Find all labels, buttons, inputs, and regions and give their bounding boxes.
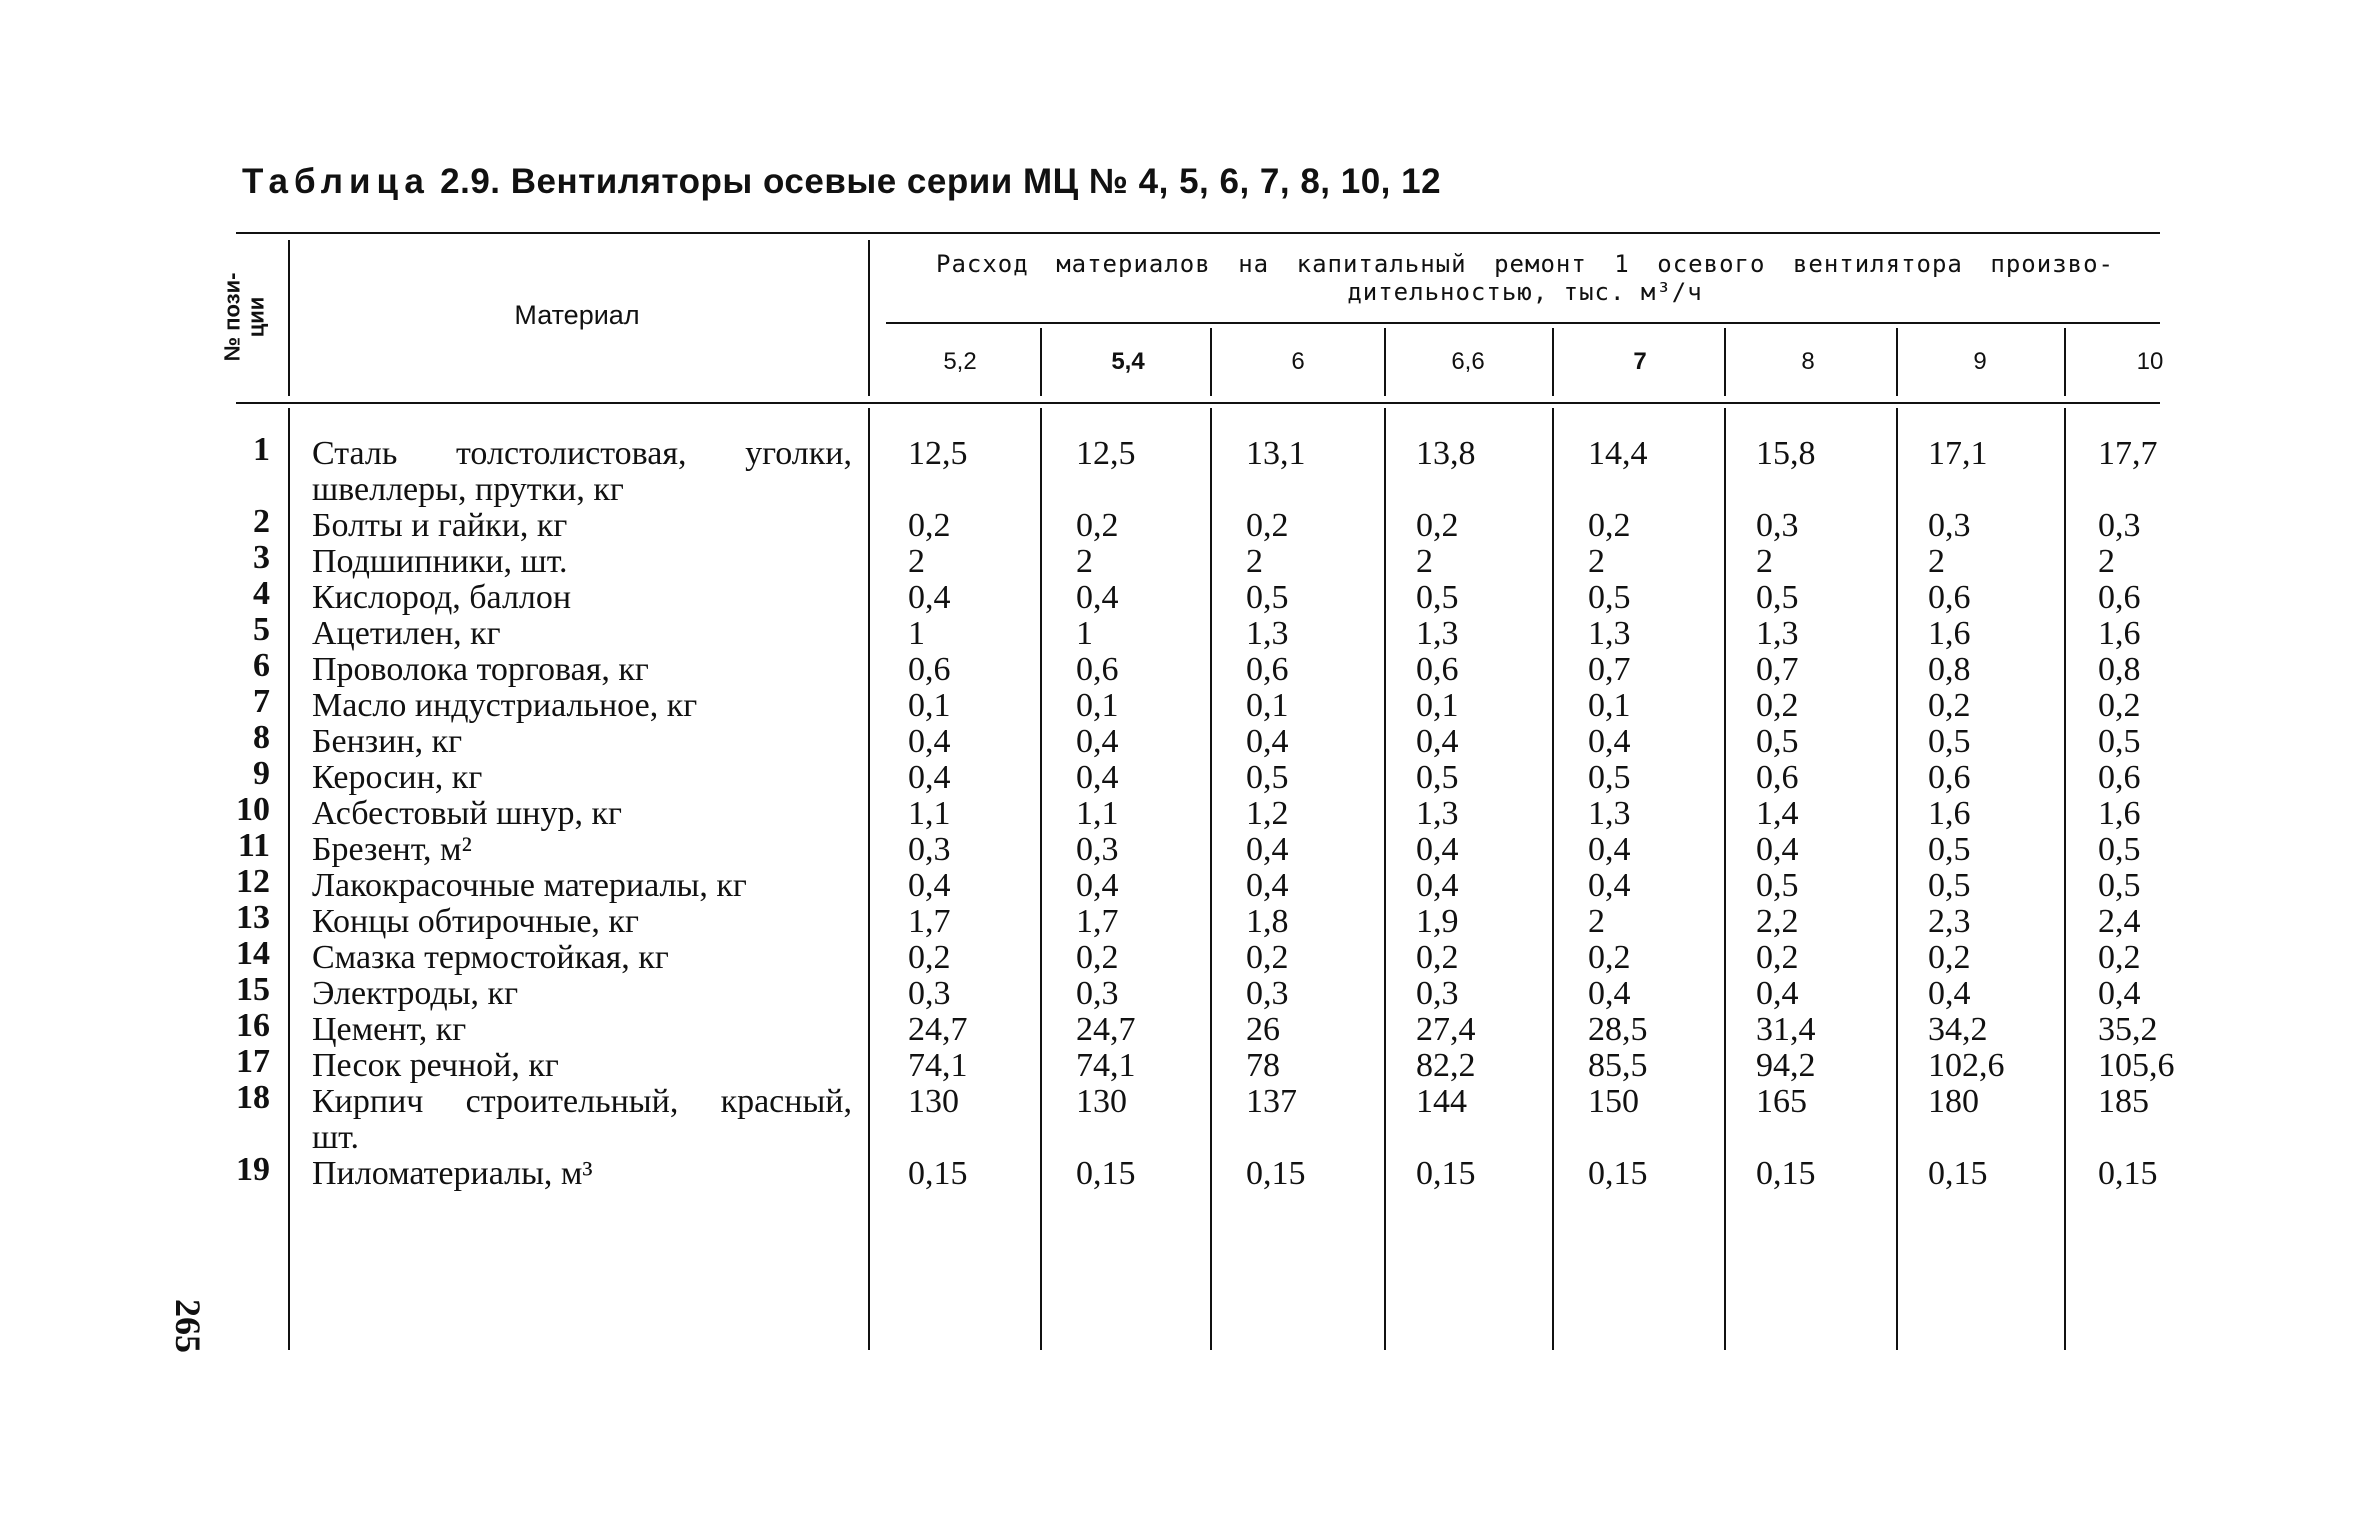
table-cell: 1,3 [1588,795,1631,832]
table-cell: 0,6 [1756,759,1799,796]
table-cell: 1,6 [1928,615,1971,652]
table-cell: 102,6 [1928,1047,2005,1084]
table-cell: 1,8 [1246,903,1289,940]
table-cell: 28,5 [1588,1011,1648,1048]
table-cell: 0,5 [2098,867,2141,904]
table-cell: 0,4 [1076,579,1119,616]
column-header-1: 5,2 [943,348,977,375]
material-line: Кислород, баллон [312,579,572,616]
column-header-7: 9 [1973,348,1987,375]
row-number: 10 [236,791,270,828]
table-cell: 0,15 [2098,1155,2158,1192]
table-cell: 0,3 [1076,975,1119,1012]
table-cell: 0,15 [1246,1155,1306,1192]
table-cell: 0,1 [1246,687,1289,724]
material-line: Цемент, кг [312,1011,467,1048]
row-number: 3 [253,539,270,576]
table-cell: 0,15 [908,1155,968,1192]
group-header-rule [886,322,2160,324]
table-cell: 0,3 [1246,975,1289,1012]
material-line: шт. [312,1119,359,1156]
table-title-label: Таблица [242,162,430,201]
table-cell: 0,8 [2098,651,2141,688]
table-cell: 1,7 [908,903,951,940]
table-cell: 0,2 [1928,687,1971,724]
table-cell: 0,5 [1756,579,1799,616]
table-cell: 2 [1246,543,1263,580]
table-cell: 0,6 [1246,651,1289,688]
material-line: Брезент, м² [312,831,472,868]
table-cell: 1,6 [1928,795,1971,832]
table-cell: 0,2 [1416,507,1459,544]
table-title [242,162,1441,202]
material-line: Подшипники, шт. [312,543,568,580]
col-rule-head-6 [1896,328,1898,396]
table-cell: 0,15 [1416,1155,1476,1192]
table-cell: 0,4 [908,579,951,616]
table-cell: 0,4 [1076,867,1119,904]
position-header-label: № пози- ции [219,272,269,362]
table-cell: 0,4 [1588,723,1631,760]
table-cell: 0,4 [2098,975,2141,1012]
col-rule-body-6 [1896,408,1898,1350]
row-number: 1 [253,431,270,468]
table-cell: 2,3 [1928,903,1971,940]
table-cell: 0,4 [908,759,951,796]
row-number: 16 [236,1007,270,1044]
table-cell: 1,6 [2098,615,2141,652]
row-material [312,904,852,940]
material-line: Пиломатериалы, м³ [312,1155,593,1192]
row-number: 14 [236,935,270,972]
table-cell: 74,1 [1076,1047,1136,1084]
table-cell: 24,7 [908,1011,968,1048]
table-cell: 1,1 [1076,795,1119,832]
col-rule-body-7 [2064,408,2066,1350]
table-cell: 0,1 [1076,687,1119,724]
table-cell: 0,6 [1416,651,1459,688]
table-cell: 0,4 [1928,975,1971,1012]
material-line: Ацетилен, кг [312,615,501,652]
row-material [312,976,852,1012]
table-cell: 0,2 [1588,939,1631,976]
table-cell: 0,2 [1076,939,1119,976]
row-material [312,436,852,508]
table-cell: 1,4 [1756,795,1799,832]
table-cell: 12,5 [908,435,968,472]
table-cell: 180 [1928,1083,1979,1120]
table-cell: 0,2 [2098,687,2141,724]
table-cell: 0,5 [1416,579,1459,616]
table-cell: 1 [1076,615,1093,652]
table-cell: 0,7 [1588,651,1631,688]
table-cell: 1,9 [1416,903,1459,940]
table-cell: 0,3 [1416,975,1459,1012]
material-header: Материал [514,300,640,330]
row-number: 5 [253,611,270,648]
table-cell: 27,4 [1416,1011,1476,1048]
table-cell: 0,15 [1588,1155,1648,1192]
row-number: 6 [253,647,270,684]
table-cell: 0,2 [1246,507,1289,544]
table-cell: 0,1 [1588,687,1631,724]
col-rule-head-5 [1724,328,1726,396]
col-rule-material [868,240,870,396]
table-cell: 1,6 [2098,795,2141,832]
table-cell: 2 [1416,543,1433,580]
material-line: Смазка термостойкая, кг [312,939,669,976]
material-line: Концы обтирочные, кг [312,903,639,940]
table-cell: 0,4 [1588,975,1631,1012]
row-material [312,832,852,868]
table-cell: 0,5 [1928,831,1971,868]
col-rule-material-body [868,408,870,1350]
table-cell: 165 [1756,1083,1807,1120]
table-cell: 0,2 [1246,939,1289,976]
table-cell: 17,1 [1928,435,1988,472]
table-cell: 1 [908,615,925,652]
table-cell: 0,4 [1076,759,1119,796]
table-cell: 0,15 [1756,1155,1816,1192]
table-cell: 144 [1416,1083,1467,1120]
table-cell: 150 [1588,1083,1639,1120]
row-material [312,940,852,976]
table-cell: 0,2 [1416,939,1459,976]
row-number: 18 [236,1079,270,1116]
col-rule-head-7 [2064,328,2066,396]
material-line: Кирпич строительный, красный, [312,1083,852,1120]
group-header-line2: дительностью, тыс. м³/ч [1347,278,1703,306]
row-material [312,616,852,652]
material-line: Проволока торговая, кг [312,651,649,688]
row-number: 11 [237,827,270,864]
table-cell: 31,4 [1756,1011,1816,1048]
table-cell: 0,2 [2098,939,2141,976]
row-number: 13 [236,899,270,936]
table-cell: 74,1 [908,1047,968,1084]
row-material [312,1156,852,1192]
table-cell: 1,3 [1416,795,1459,832]
material-line: Лакокрасочные материалы, кг [312,867,747,904]
row-material [312,580,852,616]
table-cell: 0,2 [1756,939,1799,976]
table-cell: 2,2 [1756,903,1799,940]
table-cell: 0,3 [1928,507,1971,544]
table-cell: 185 [2098,1083,2149,1120]
material-line: Электроды, кг [312,975,519,1012]
material-line: швеллеры, прутки, кг [312,471,624,508]
row-material [312,1012,852,1048]
table-cell: 105,6 [2098,1047,2175,1084]
table-cell: 1,3 [1246,615,1289,652]
row-material [312,688,852,724]
table-cell: 0,5 [1928,723,1971,760]
row-material [312,1048,852,1084]
table-cell: 0,5 [1756,723,1799,760]
table-cell: 78 [1246,1047,1280,1084]
table-cell: 2 [1588,543,1605,580]
row-material [312,796,852,832]
table-cell: 0,8 [1928,651,1971,688]
table-cell: 1,3 [1416,615,1459,652]
table-cell: 34,2 [1928,1011,1988,1048]
table-cell: 24,7 [1076,1011,1136,1048]
table-cell: 2 [1588,903,1605,940]
table-cell: 0,6 [908,651,951,688]
table-cell: 0,5 [2098,723,2141,760]
table-cell: 0,2 [908,507,951,544]
table-cell: 94,2 [1756,1047,1816,1084]
table-cell: 0,2 [1076,507,1119,544]
material-line: Бензин, кг [312,723,463,760]
col-rule-body-1 [1040,408,1042,1350]
table-title-text: 2.9. Вентиляторы осевые серии МЦ № 4, 5, 6, 7, 8, 10, 12 [440,162,1442,201]
table-cell: 0,5 [1588,759,1631,796]
table-cell: 137 [1246,1083,1297,1120]
material-line: Сталь толстолистовая, уголки, [312,435,852,472]
column-header-6: 8 [1801,348,1815,375]
col-rule-head-3 [1384,328,1386,396]
col-rule-head-1 [1040,328,1042,396]
table-cell: 15,8 [1756,435,1816,472]
column-header-5: 7 [1633,348,1647,375]
material-line: Керосин, кг [312,759,483,796]
row-material [312,868,852,904]
table-cell: 26 [1246,1011,1280,1048]
table-cell: 0,7 [1756,651,1799,688]
row-material [312,508,852,544]
col-rule-body-2 [1210,408,1212,1350]
table-cell: 0,4 [1246,831,1289,868]
table-cell: 0,2 [908,939,951,976]
column-header-4: 6,6 [1451,348,1485,375]
table-cell: 0,4 [1588,831,1631,868]
material-line: Масло индустриальное, кг [312,687,698,724]
table-cell: 1,3 [1588,615,1631,652]
table-cell: 1,7 [1076,903,1119,940]
table-cell: 13,8 [1416,435,1476,472]
col-rule-body-5 [1724,408,1726,1350]
row-material [312,652,852,688]
col-rule-head-2 [1210,328,1212,396]
table-cell: 0,2 [1756,687,1799,724]
row-number: 8 [253,719,270,756]
table-cell: 12,5 [1076,435,1136,472]
table-cell: 13,1 [1246,435,1306,472]
table-cell: 0,6 [2098,759,2141,796]
table-cell: 2,4 [2098,903,2141,940]
table-cell: 0,4 [1246,867,1289,904]
header-bottom-rule [236,402,2160,404]
table-cell: 0,4 [1416,723,1459,760]
row-number: 7 [253,683,270,720]
consumption-group-header [900,250,2150,306]
table-cell: 0,4 [1076,723,1119,760]
table-cell: 2 [1756,543,1773,580]
table-cell: 0,5 [1756,867,1799,904]
table-cell: 0,5 [1588,579,1631,616]
table-cell: 0,4 [1416,831,1459,868]
table-cell: 0,5 [1246,579,1289,616]
row-material [312,724,852,760]
table-cell: 0,15 [1928,1155,1988,1192]
table-cell: 1,3 [1756,615,1799,652]
row-number: 17 [236,1043,270,1080]
table-cell: 0,6 [1928,579,1971,616]
table-cell: 0,5 [1246,759,1289,796]
table-cell: 0,5 [1416,759,1459,796]
position-header [206,242,282,392]
table-cell: 1,2 [1246,795,1289,832]
table-cell: 0,3 [1756,507,1799,544]
table-cell: 0,6 [1928,759,1971,796]
row-number: 9 [253,755,270,792]
table-cell: 0,4 [908,723,951,760]
table-cell: 0,15 [1076,1155,1136,1192]
row-material [312,544,852,580]
table-cell: 82,2 [1416,1047,1476,1084]
table-cell: 0,5 [1928,867,1971,904]
row-material [312,1084,852,1156]
table-cell: 130 [1076,1083,1127,1120]
page-number-text: 265 [168,1299,208,1353]
table-top-rule [236,232,2160,234]
table-cell: 0,2 [1928,939,1971,976]
page-number [158,1296,218,1356]
table-cell: 0,4 [1416,867,1459,904]
table-cell: 0,4 [1246,723,1289,760]
col-rule-body-3 [1384,408,1386,1350]
column-header-3: 6 [1291,348,1305,375]
table-cell: 0,1 [1416,687,1459,724]
row-number: 2 [253,503,270,540]
table-cell: 0,3 [1076,831,1119,868]
table-cell: 2 [1076,543,1093,580]
row-number: 19 [236,1151,270,1188]
table-cell: 17,7 [2098,435,2158,472]
row-number: 12 [236,863,270,900]
material-line: Асбестовый шнур, кг [312,795,622,832]
table-cell: 0,2 [1588,507,1631,544]
table-cell: 0,4 [908,867,951,904]
group-header-line1: Расход материалов на капитальный ремонт 1 осевого вентилятора произво- [936,250,2114,278]
table-cell: 0,6 [2098,579,2141,616]
table-cell: 14,4 [1588,435,1648,472]
table-cell: 130 [908,1083,959,1120]
table-cell: 2 [2098,543,2115,580]
table-cell: 2 [1928,543,1945,580]
table-cell: 0,4 [1756,975,1799,1012]
table-cell: 0,5 [2098,831,2141,868]
material-line: Болты и гайки, кг [312,507,568,544]
table-cell: 2 [908,543,925,580]
table-cell: 1,1 [908,795,951,832]
row-material [312,760,852,796]
col-rule-head-4 [1552,328,1554,396]
column-header-8: 10 [2136,348,2164,375]
col-rule-pos-body [288,408,290,1350]
table-cell: 0,3 [908,831,951,868]
table-cell: 85,5 [1588,1047,1648,1084]
table-cell: 35,2 [2098,1011,2158,1048]
column-header-2: 5,4 [1111,348,1145,375]
row-number: 4 [253,575,270,612]
table-cell: 0,3 [908,975,951,1012]
row-number: 15 [236,971,270,1008]
table-cell: 0,1 [908,687,951,724]
table-cell: 0,4 [1756,831,1799,868]
table-cell: 0,3 [2098,507,2141,544]
material-line: Песок речной, кг [312,1047,559,1084]
table-cell: 0,6 [1076,651,1119,688]
col-rule-body-4 [1552,408,1554,1350]
table-cell: 0,4 [1588,867,1631,904]
